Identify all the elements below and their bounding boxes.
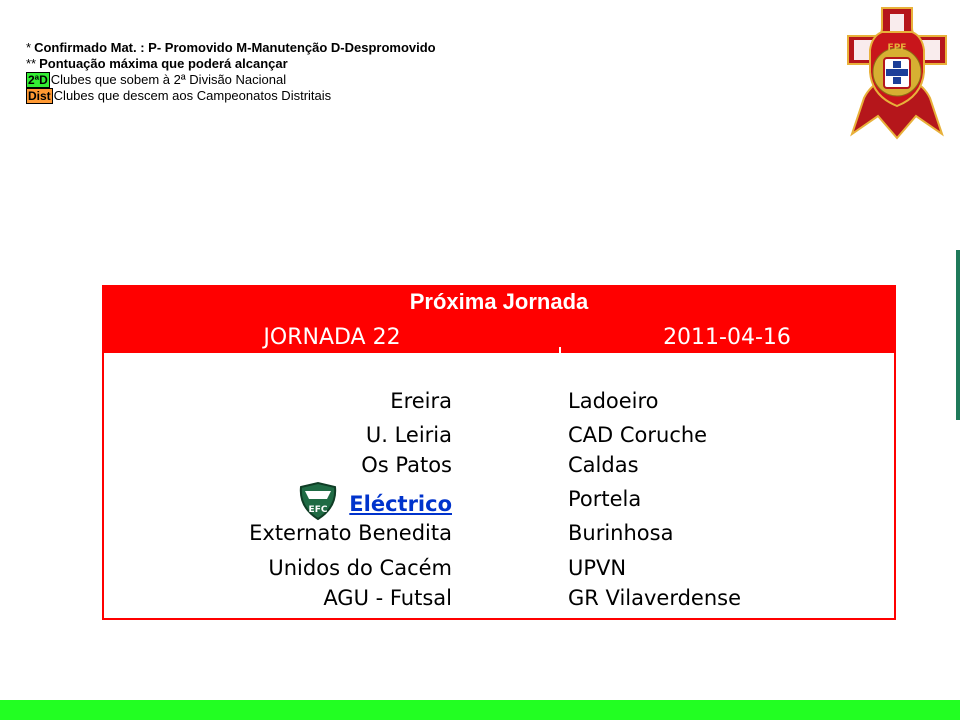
header-divider (559, 347, 561, 353)
next-round-panel (102, 285, 896, 620)
legend-row-relegation (26, 88, 436, 104)
away-team: UPVN (568, 556, 627, 580)
electrico-team-link[interactable]: Eléctrico (349, 492, 452, 516)
double-asterisk: ** (26, 56, 37, 71)
efc-badge-icon (297, 481, 339, 521)
home-team: U. Leiria (365, 423, 452, 447)
away-team: Portela (568, 487, 642, 511)
away-team: Burinhosa (568, 521, 674, 545)
away-team: GR Vilaverdense (568, 586, 742, 610)
legend-row-promotion (26, 72, 436, 88)
round-date: 2011-04-16 (663, 325, 791, 350)
match-row (104, 453, 894, 479)
match-row (104, 389, 894, 415)
fpf-crest-letters: FPF (887, 43, 907, 53)
fpf-crest-icon (846, 6, 948, 140)
away-team: CAD Coruche (568, 423, 708, 447)
match-row (104, 487, 894, 516)
efc-badge-letters: EFC (308, 505, 328, 515)
panel-header (104, 285, 894, 353)
legend-row-max-points (26, 56, 436, 72)
away-team: Ladoeiro (568, 389, 659, 413)
home-team: Externato Benedita (249, 521, 452, 545)
asterisk: * (26, 40, 32, 55)
match-row (104, 423, 894, 449)
legend-max-points-text: Pontuação máxima que poderá alcançar (39, 56, 288, 71)
round-label: JORNADA 22 (263, 325, 401, 350)
bottom-bar (0, 700, 960, 720)
match-row (104, 521, 894, 547)
match-row (104, 556, 894, 582)
legend (26, 40, 436, 104)
home-team: Os Patos (361, 453, 452, 477)
promotion-tag-text: Clubes que sobem à 2ª Divisão Nacional (50, 72, 287, 87)
promotion-tag: 2ªD (28, 73, 48, 87)
match-row (104, 586, 894, 612)
home-team: AGU - Futsal (323, 586, 452, 610)
relegation-tag-text: Clubes que descem aos Campeonatos Distritais (53, 88, 332, 103)
legend-row-confirmed (26, 40, 436, 56)
panel-title: Próxima Jornada (409, 289, 589, 314)
home-team: Unidos do Cacém (268, 556, 452, 580)
relegation-tag: Dist (28, 89, 51, 103)
legend-confirmed-text: Confirmado Mat. : P- Promovido M-Manutenção D-Despromovido (34, 40, 436, 55)
away-team: Caldas (568, 453, 639, 477)
home-team: Ereira (390, 389, 452, 413)
home-team (297, 487, 452, 521)
right-edge-strip (956, 250, 960, 420)
